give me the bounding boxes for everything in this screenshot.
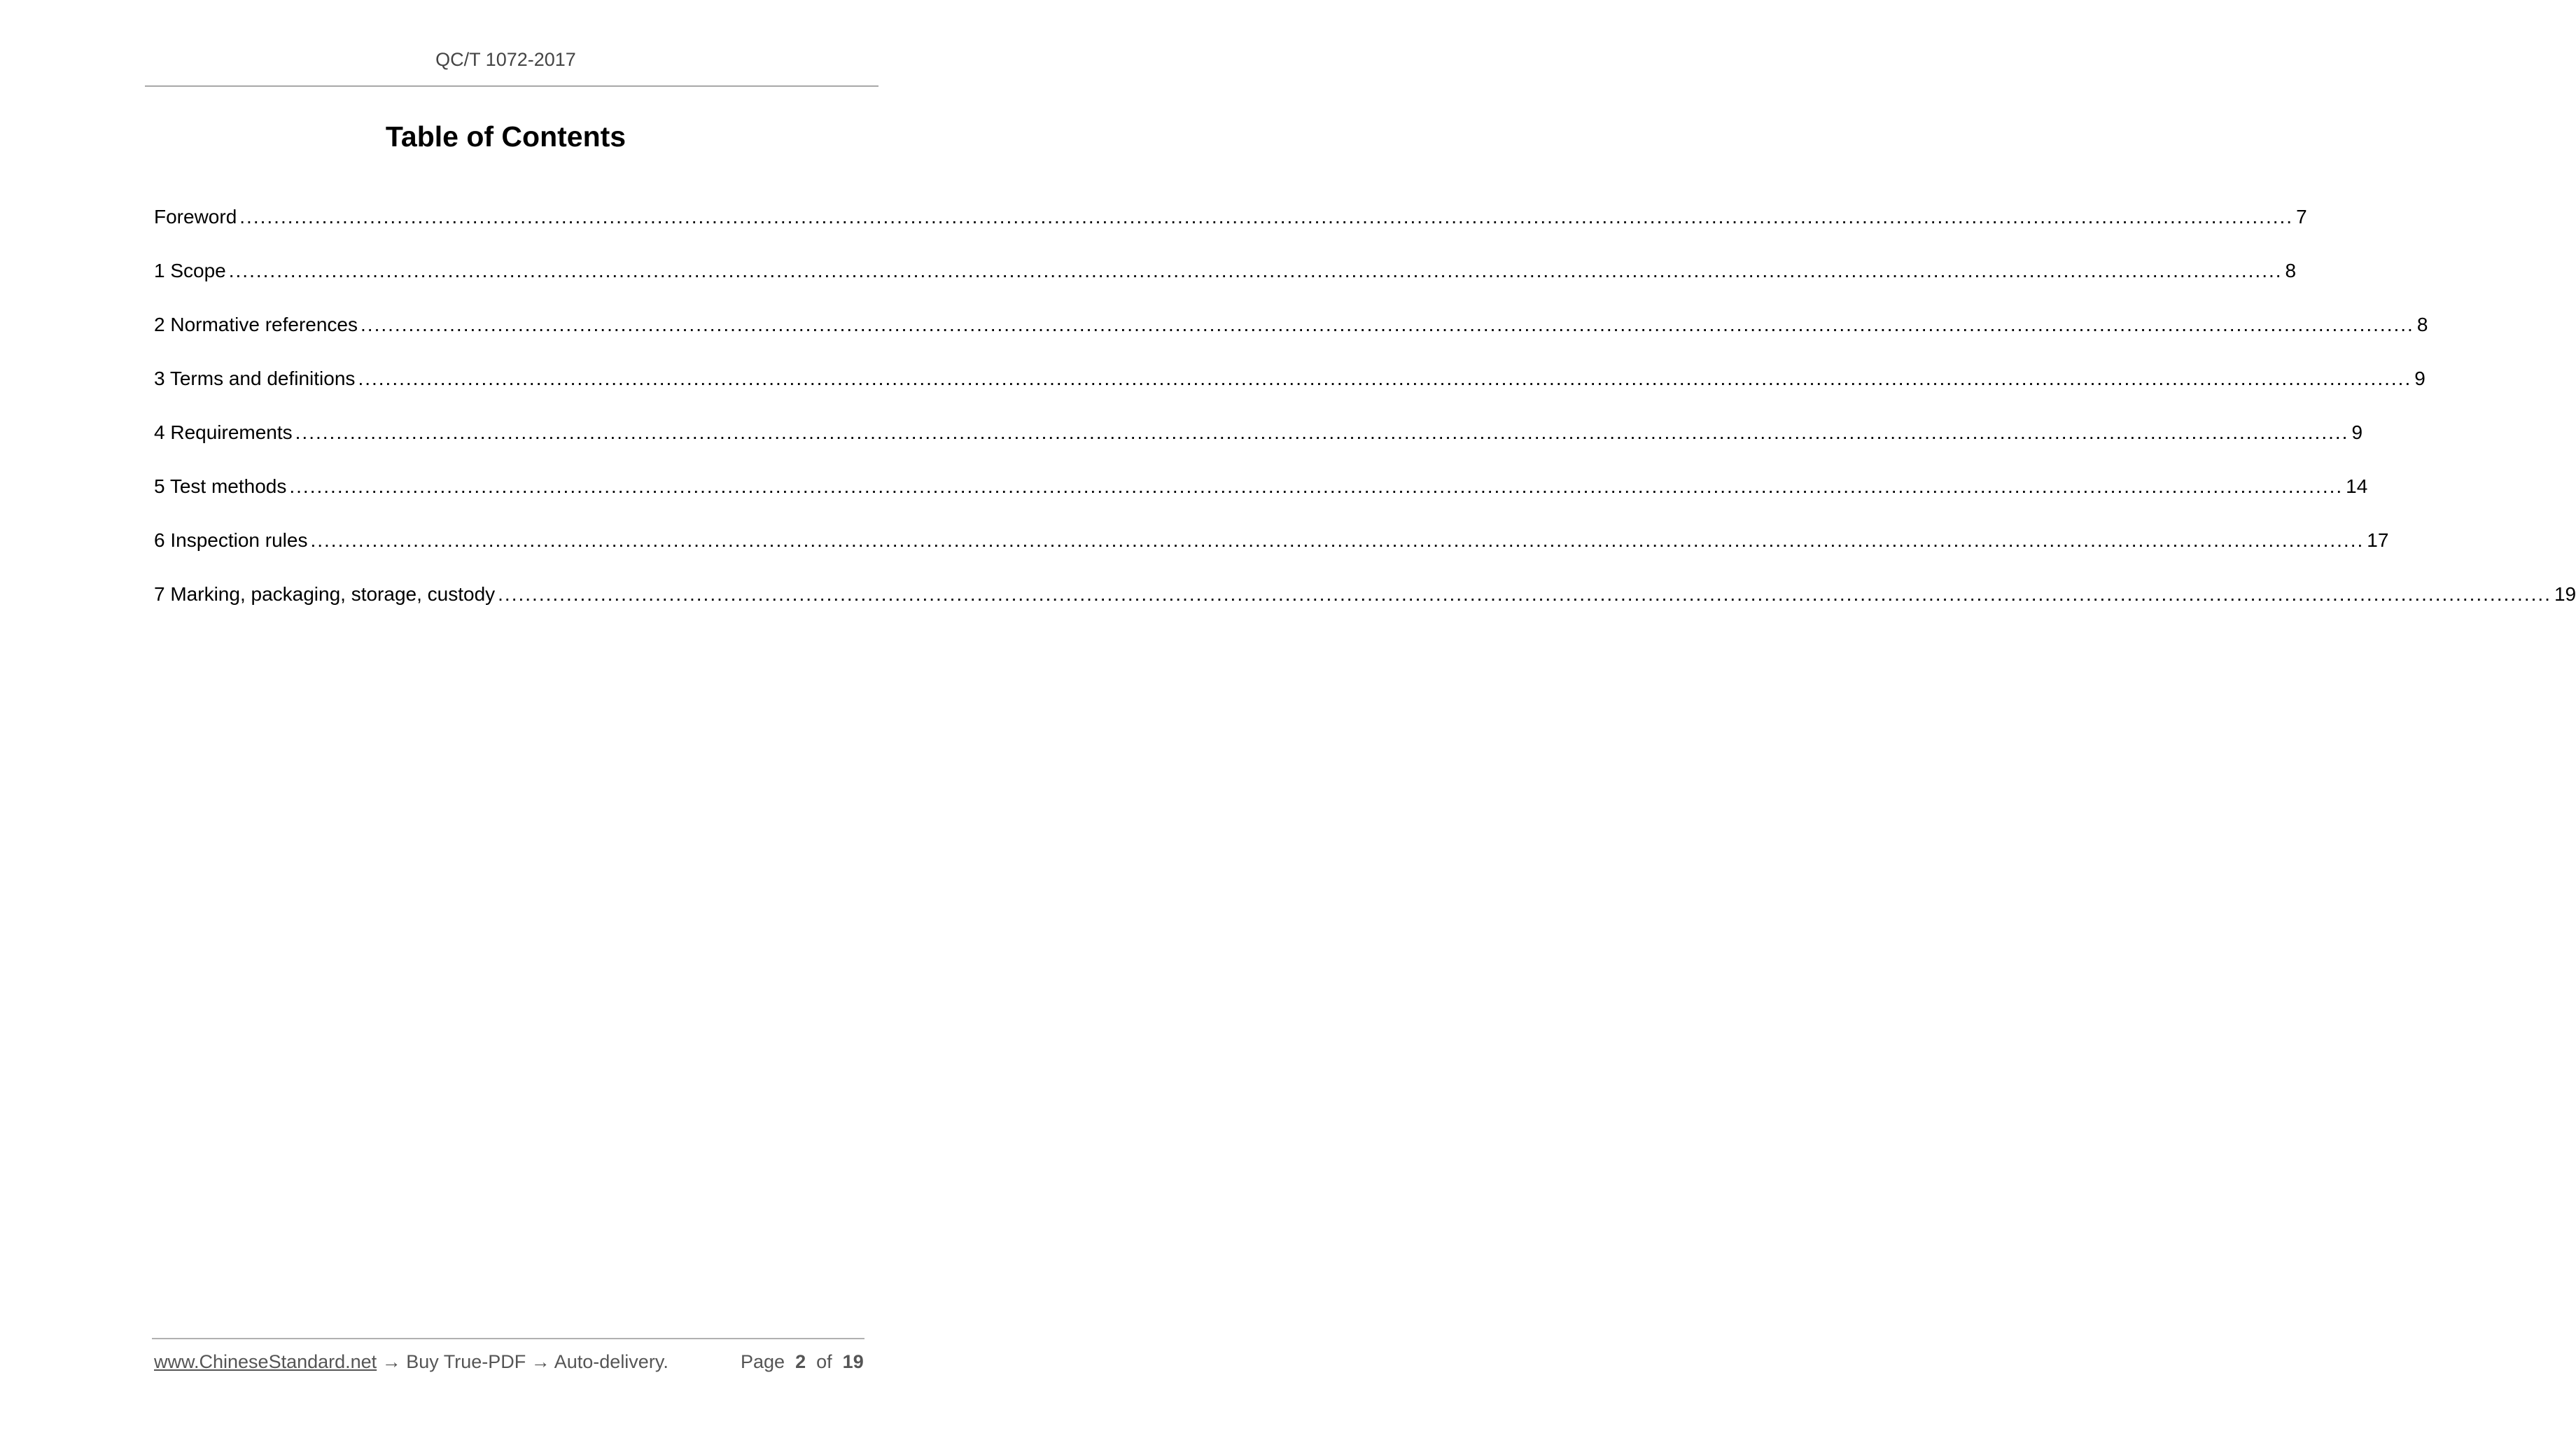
- toc-entry-page: 7: [2296, 206, 2307, 228]
- current-page-number: 2: [795, 1351, 806, 1372]
- toc-entry-foreword[interactable]: [154, 200, 2307, 254]
- toc-entry-label: 2 Normative references: [154, 314, 358, 335]
- toc-title: Table of Contents: [385, 120, 626, 153]
- header-divider: [145, 85, 878, 87]
- footer-promo: [154, 1351, 668, 1373]
- of-word: of: [816, 1351, 832, 1372]
- toc-entry-marking-packaging[interactable]: [154, 578, 2576, 631]
- total-pages-number: 19: [842, 1351, 864, 1372]
- page-word: Page: [741, 1351, 785, 1372]
- footer-tagline: → Buy True-PDF → Auto-delivery.: [377, 1351, 668, 1372]
- toc-entry-terms-and-definitions[interactable]: [154, 362, 2426, 416]
- toc-dot-leader: ............................................................................................................................................................................................................................................................................................................: [358, 368, 2412, 389]
- toc-entry-requirements[interactable]: [154, 416, 2363, 470]
- toc-entry-test-methods[interactable]: [154, 470, 2368, 524]
- toc-entry-page: 14: [2346, 475, 2368, 497]
- toc-dot-leader: ............................................................................................................................................................................................................................................................................................................: [498, 583, 2552, 605]
- toc-entry-page: 9: [2414, 368, 2426, 389]
- toc-list: [154, 200, 2576, 631]
- toc-dot-leader: ............................................................................................................................................................................................................................................................................................................: [360, 314, 2414, 335]
- toc-entry-page: 8: [2285, 260, 2297, 281]
- toc-entry-page: 17: [2367, 529, 2389, 551]
- toc-entry-label: 7 Marking, packaging, storage, custody: [154, 583, 496, 605]
- toc-entry-label: 4 Requirements: [154, 421, 293, 443]
- toc-entry-scope[interactable]: [154, 254, 2297, 308]
- document-code-header: QC/T 1072-2017: [435, 49, 576, 70]
- toc-entry-label: 6 Inspection rules: [154, 529, 308, 551]
- toc-dot-leader: ............................................................................................................................................................................................................................................................................................................: [228, 260, 2283, 281]
- toc-entry-page: 19: [2554, 583, 2576, 605]
- toc-entry-inspection-rules[interactable]: [154, 524, 2389, 578]
- toc-dot-leader: ............................................................................................................................................................................................................................................................................................................: [310, 529, 2365, 551]
- toc-entry-normative-references[interactable]: [154, 308, 2428, 362]
- toc-entry-label: 3 Terms and definitions: [154, 368, 356, 389]
- toc-entry-page: 9: [2351, 421, 2363, 443]
- toc-entry-page: 8: [2416, 314, 2428, 335]
- toc-dot-leader: ............................................................................................................................................................................................................................................................................................................: [295, 421, 2349, 443]
- toc-entry-label: 5 Test methods: [154, 475, 287, 497]
- website-link[interactable]: www.ChineseStandard.net: [154, 1351, 377, 1372]
- footer-divider: [152, 1338, 864, 1339]
- toc-entry-label: Foreword: [154, 206, 237, 228]
- toc-dot-leader: ............................................................................................................................................................................................................................................................................................................: [239, 206, 2294, 228]
- toc-dot-leader: ............................................................................................................................................................................................................................................................................................................: [289, 475, 2344, 497]
- page-indicator: [741, 1351, 864, 1373]
- toc-entry-label: 1 Scope: [154, 260, 226, 281]
